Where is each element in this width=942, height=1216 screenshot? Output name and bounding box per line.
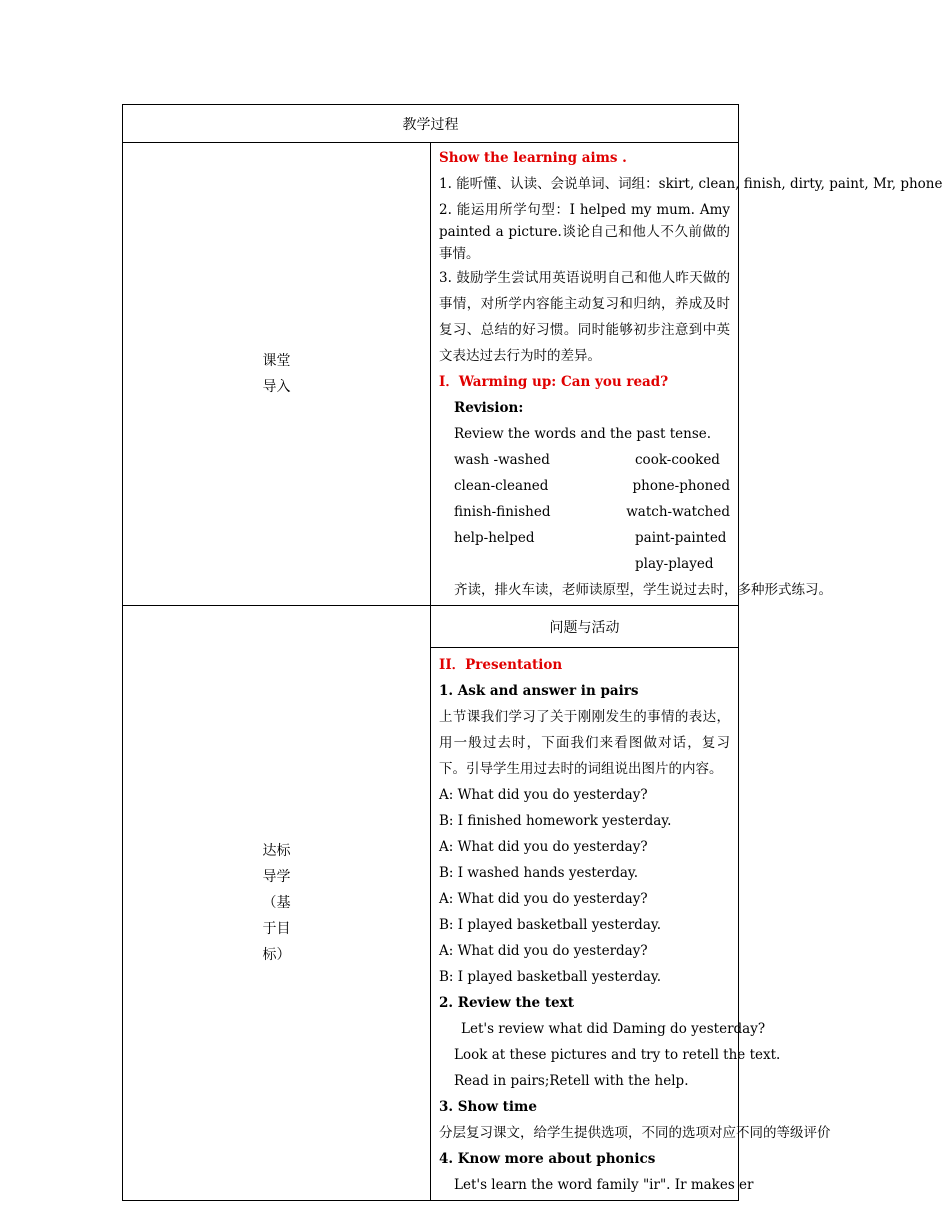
table-header: 教学过程 [123,105,739,143]
word-pair-row: help-helped paint-painted [454,530,727,546]
presentation-intro: 上节课我们学习了关于刚刚发生的事情的表达，用一般过去时，下面我们来看图做对话，复习下。引导学生用过去时的词组说出图片的内容。 [439,709,730,777]
revision-label: Revision: [454,400,524,416]
activities-subheader: 问题与活动 [431,606,739,648]
review-text-title: 2. Review the text [439,995,574,1011]
presentation-content [431,648,831,1201]
dialog-line: A: What did you do yesterday? [439,943,648,959]
review-line: Look at these pictures and try to retell the text. [454,1047,781,1063]
dialog-line: B: I washed hands yesterday. [439,865,639,881]
side-label-guided: 达标 导学 （基 于目 标） [123,606,431,1201]
dialog-line: B: I played basketball yesterday. [439,917,661,933]
dialog-line: A: What did you do yesterday? [439,839,648,855]
ask-answer-title: 1. Ask and answer in pairs [439,683,639,699]
teaching-process-table [122,104,942,1201]
side-label-intro: 课堂 导入 [123,143,431,606]
word-pair-row: finish-finished watch-watched [454,504,730,520]
intro-content [431,143,942,606]
review-line: Read in pairs;Retell with the help. [454,1073,689,1089]
review-instruction: Review the words and the past tense. [454,426,712,442]
review-line: Let's review what did Daming do yesterday? [461,1021,766,1037]
show-time-title: 3. Show time [439,1099,537,1115]
dialog-line: B: I played basketball yesterday. [439,969,661,985]
aims-title: Show the learning aims . [439,150,627,166]
dialog-line: A: What did you do yesterday? [439,891,648,907]
presentation-heading: II．Presentation [439,657,563,673]
aim-3: 3. 鼓励学生尝试用英语说明自己和他人昨天做的事情，对所学内容能主动复习和归纳，养成及时复习、总结的好习惯。同时能够初步注意到中英文表达过去行为时的差异。 [439,270,730,364]
dialog-line: A: What did you do yesterday? [439,787,648,803]
word-pair-row: clean-cleaned phone-phoned [454,478,730,494]
aim-1: 1. 能听懂、认读、会说单词、词组：skirt, clean, finish, dirty, paint, Mr, phone [439,176,942,192]
word-pair-row: play-played [635,556,714,572]
dialog-line: B: I finished homework yesterday. [439,813,672,829]
phonics-title: 4. Know more about phonics [439,1151,656,1167]
practice-note: 齐读，排火车读，老师读原型，学生说过去时，多种形式练习。 [454,582,832,598]
word-pair-row: wash -washed cook-cooked [454,452,720,468]
show-time-text: 分层复习课文，给学生提供选项，不同的选项对应不同的等级评价 [439,1125,831,1141]
aim-2: 2. 能运用所学句型：I helped my mum. Amy painted a picture.谈论自己和他人不久前做的事情。 [439,202,730,262]
phonics-text: Let's learn the word family "ir". Ir makes er [454,1177,754,1193]
warmup-heading: I．Warming up: Can you read? [439,374,669,390]
